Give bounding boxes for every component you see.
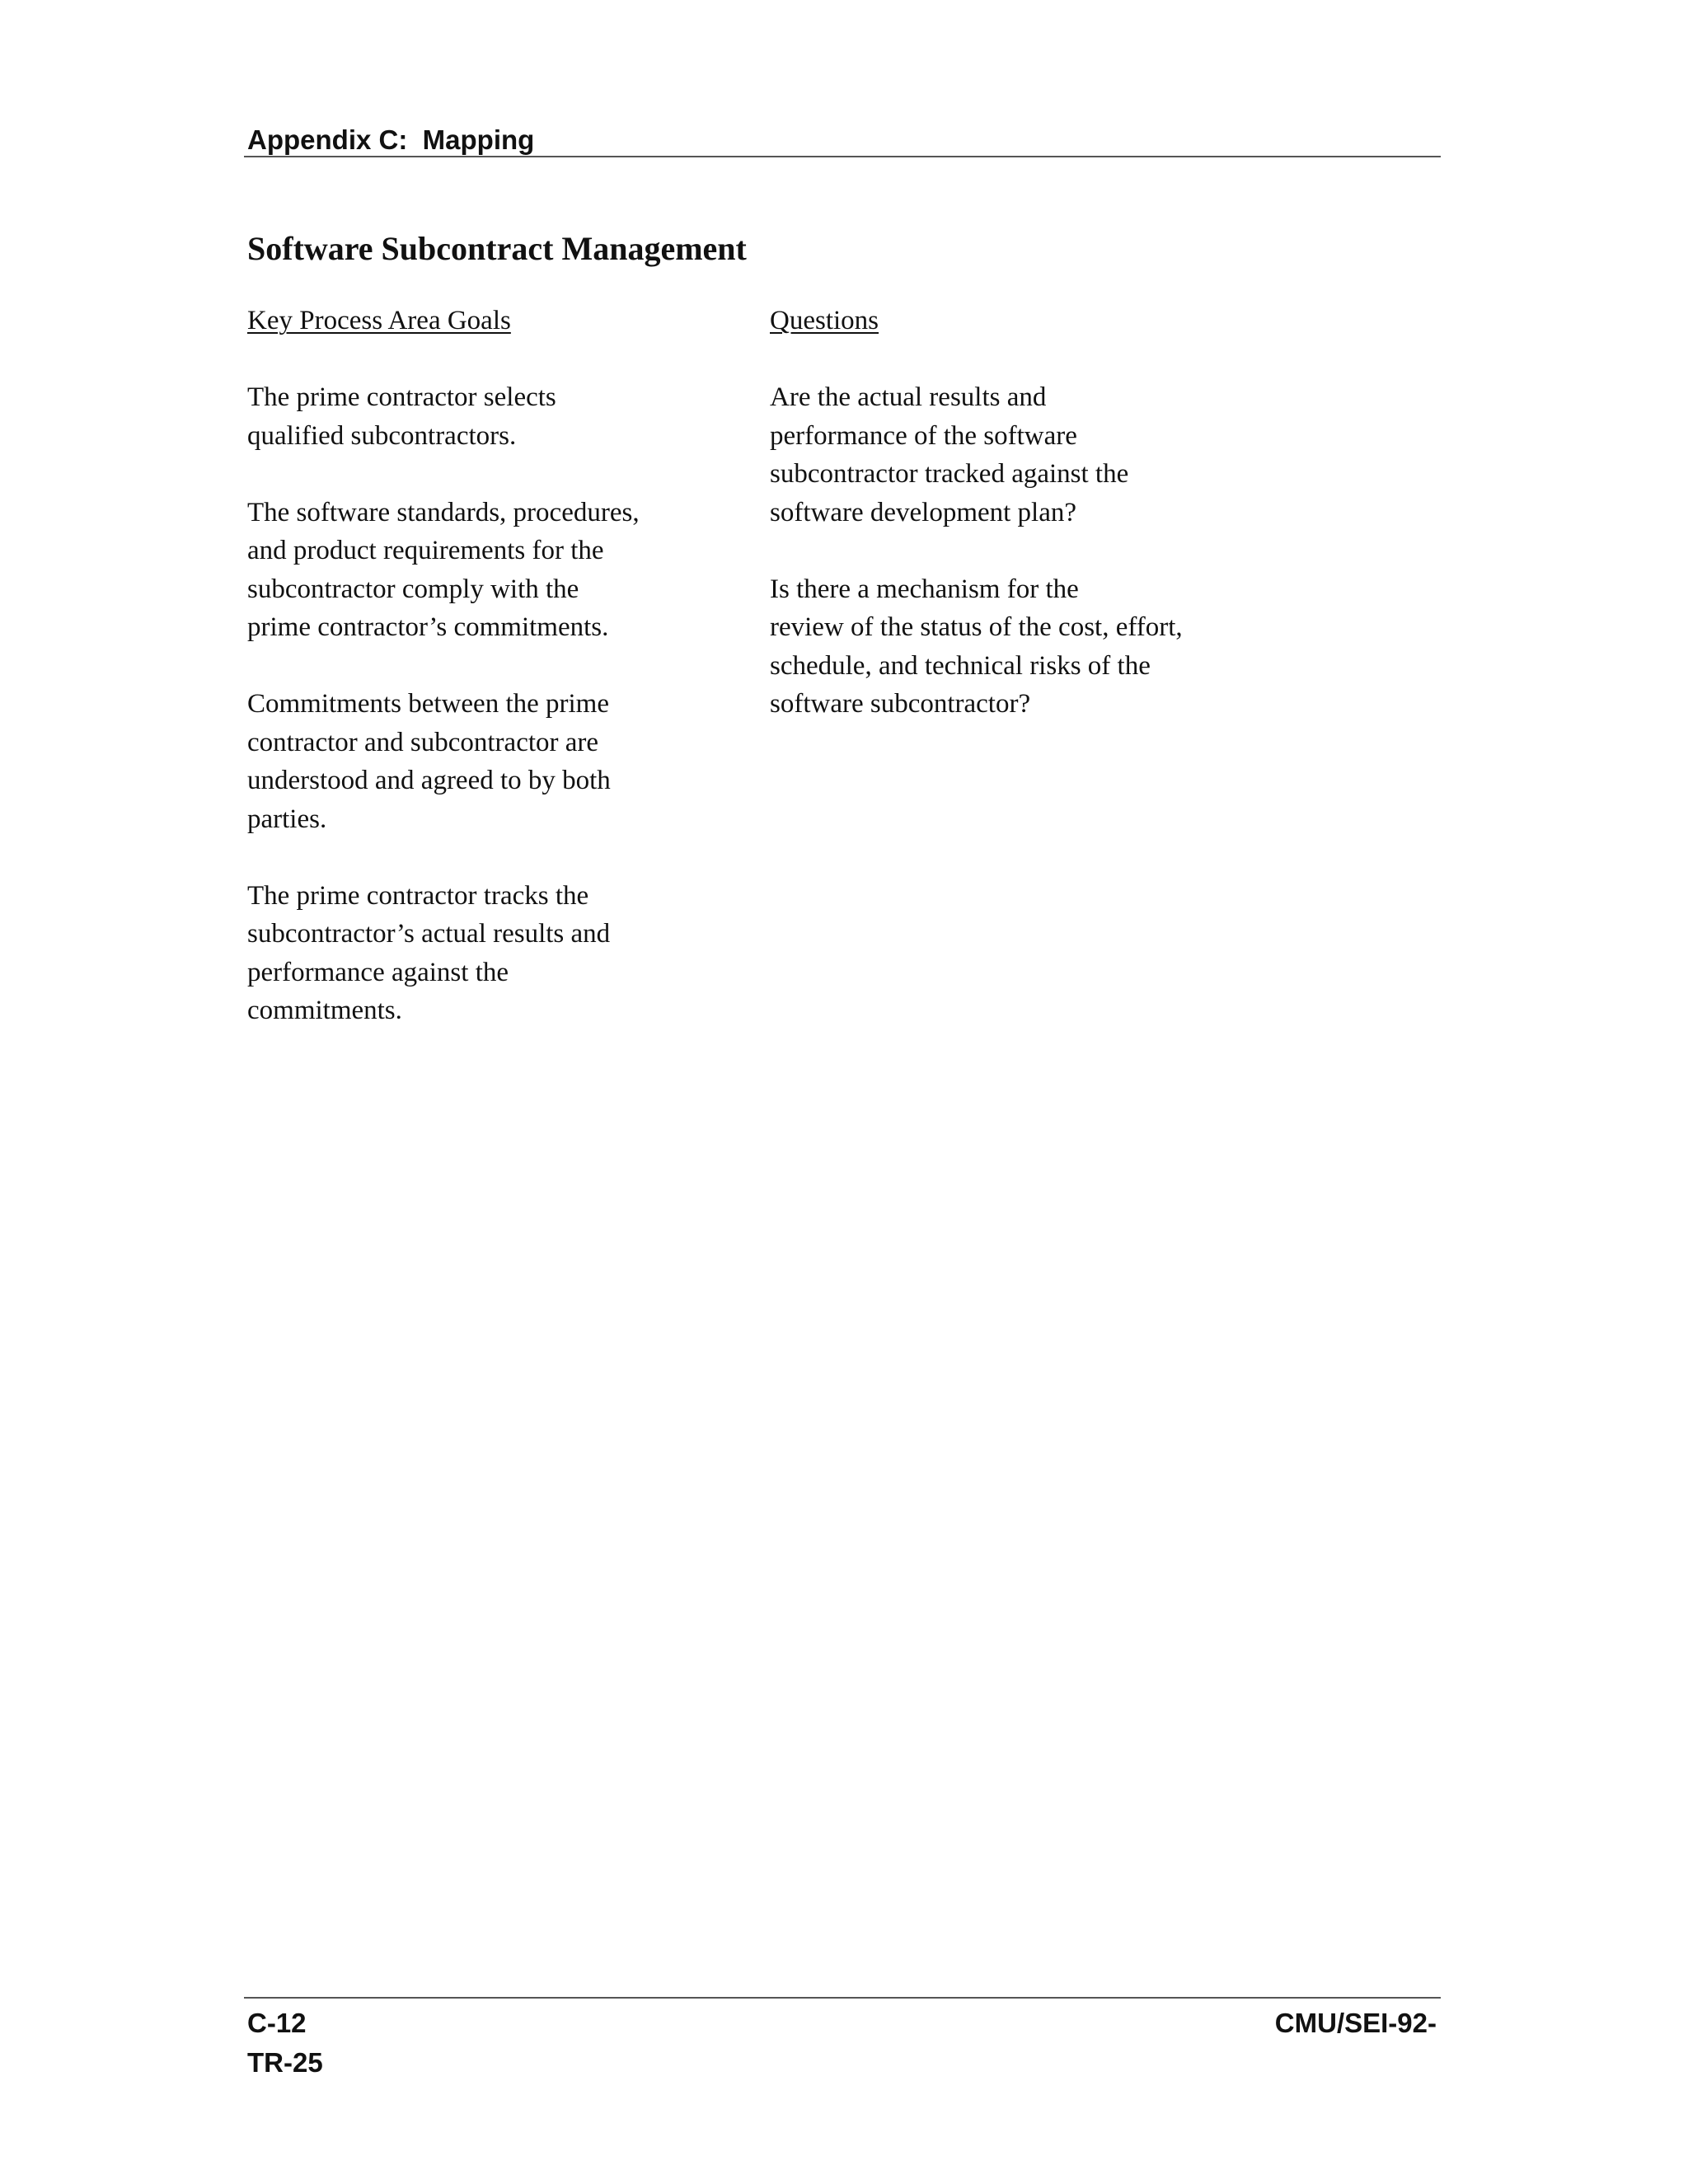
questions-column-heading: Questions xyxy=(770,306,879,335)
running-header: Appendix C: Mapping xyxy=(247,124,535,155)
goal-paragraph: Commitments between the prime contractor and subcontractor are understood and agreed to by both parties. xyxy=(247,689,611,834)
goal-paragraph: The prime contractor selects qualified subcontractors. xyxy=(247,382,556,451)
goals-column-heading: Key Process Area Goals xyxy=(247,306,511,335)
header-rule xyxy=(244,156,1441,157)
footer-page-number: C-12 TR-25 xyxy=(247,2008,323,2078)
question-paragraph: Is there a mechanism for the review of the status of the cost, effort, schedule, and technical risks of the software subcontractor? xyxy=(770,574,1183,719)
questions-column xyxy=(770,302,1231,762)
section-title: Software Subcontract Management xyxy=(247,230,747,267)
goals-column xyxy=(247,302,668,1068)
footer-report-id: CMU/SEI-92- xyxy=(1274,2008,1437,2038)
goal-paragraph: The prime contractor tracks the subcontractor’s actual results and performance against the commitments. xyxy=(247,880,611,1025)
goal-paragraph: The software standards, procedures, and product requirements for the subcontractor comply with the prime contractor’s commitments. xyxy=(247,497,640,642)
question-paragraph: Are the actual results and performance of the software subcontractor tracked against the software development plan? xyxy=(770,382,1129,527)
footer-rule xyxy=(244,1997,1441,1999)
